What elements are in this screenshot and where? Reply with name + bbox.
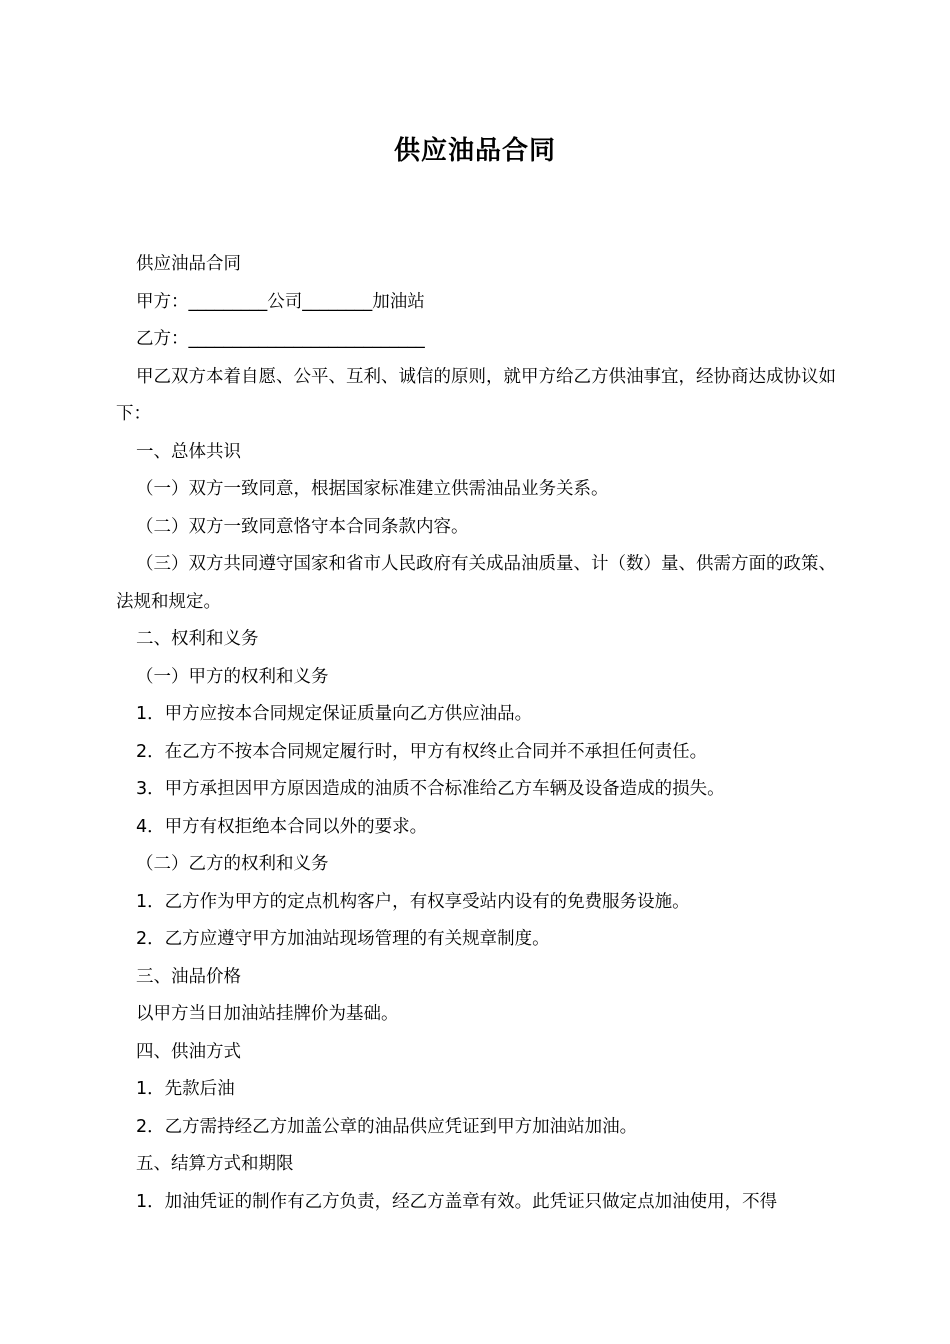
clause: 2．乙方应遵守甲方加油站现场管理的有关规章制度。: [136, 929, 550, 949]
clause: 以甲方当日加油站挂牌价为基础。: [136, 1004, 399, 1024]
section-heading: 一、总体共识: [136, 441, 241, 462]
preamble-paragraph: 甲乙双方本着自愿、公平、互利、诚信的原则，就甲方给乙方供油事宜，经协商达成协议如下：: [116, 366, 836, 424]
document-body: [116, 246, 836, 1221]
paragraph-heading: 供应油品合同: [136, 254, 241, 274]
clause: 1．甲方应按本合同规定保证质量向乙方供应油品。: [136, 704, 533, 724]
section-heading: 三、油品价格: [136, 966, 241, 987]
document-title: 供应油品合同: [393, 136, 556, 166]
clause: 1．先款后油: [136, 1079, 235, 1099]
clause: 2．乙方需持经乙方加盖公章的油品供应凭证到甲方加油站加油。: [136, 1116, 638, 1137]
clause: 3．甲方承担因甲方原因造成的油质不合标准给乙方车辆及设备造成的损失。: [136, 779, 725, 799]
clause: 1．乙方作为甲方的定点机构客户，有权享受站内设有的免费服务设施。: [136, 891, 690, 912]
clause: （三）双方共同遵守国家和省市人民政府有关成品油质量、计（数）量、供需方面的政策、法规和规定。: [116, 554, 836, 612]
clause: 1．加油凭证的制作有乙方负责，经乙方盖章有效。此凭证只做定点加油使用，不得: [136, 1191, 778, 1212]
section-heading: 四、供油方式: [136, 1041, 241, 1062]
clause: 4．甲方有权拒绝本合同以外的要求。: [136, 816, 428, 837]
section-heading: 二、权利和义务: [136, 629, 259, 649]
subsection-heading: （二）乙方的权利和义务: [136, 854, 329, 874]
clause: （二）双方一致同意恪守本合同条款内容。: [136, 516, 469, 537]
clause: （一）双方一致同意，根据国家标准建立供需油品业务关系。: [136, 479, 609, 499]
party-a-line: 甲方：_________公司________加油站: [136, 291, 425, 312]
clause: 2．在乙方不按本合同规定履行时，甲方有权终止合同并不承担任何责任。: [136, 741, 708, 762]
party-b-line: 乙方：___________________________: [136, 329, 425, 349]
subsection-heading: （一）甲方的权利和义务: [136, 666, 329, 687]
section-heading: 五、结算方式和期限: [136, 1154, 294, 1174]
